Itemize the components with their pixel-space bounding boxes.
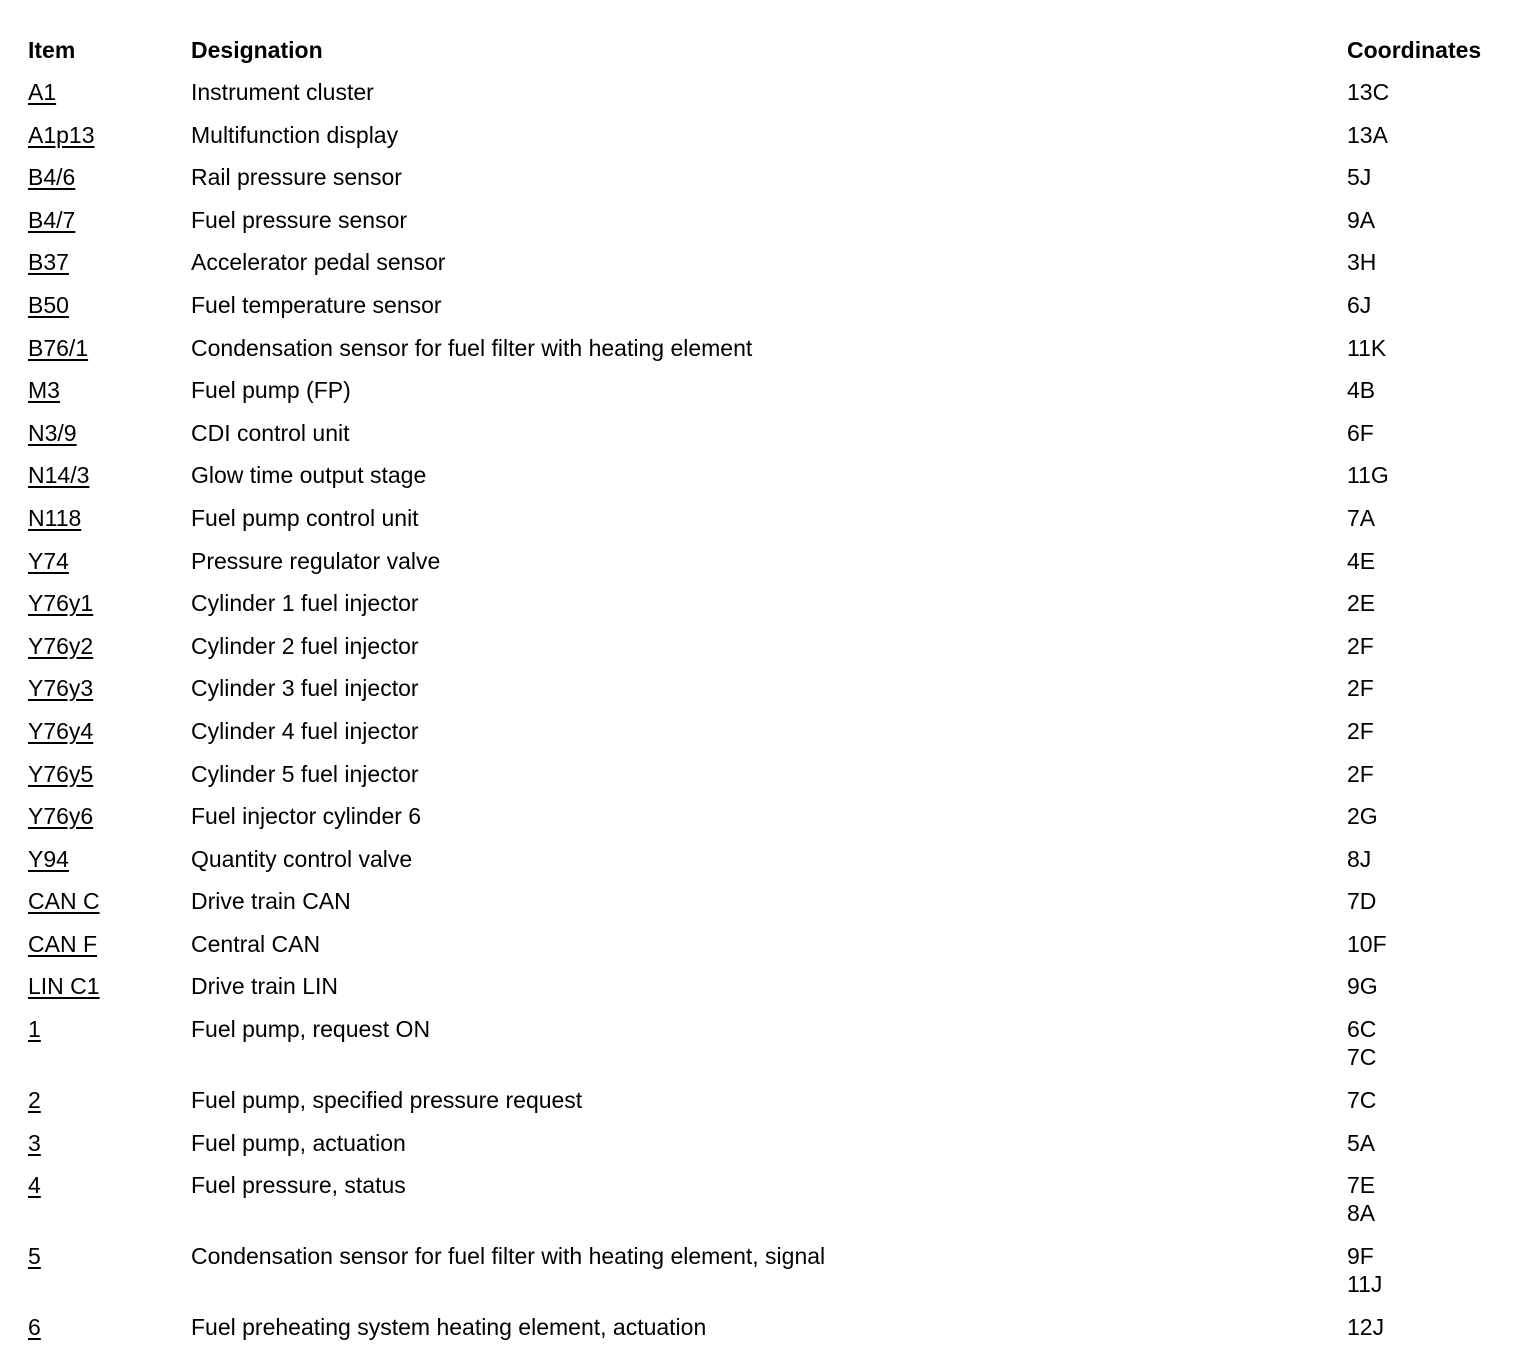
coordinates-cell [1347, 1171, 1528, 1227]
item-cell [28, 1129, 191, 1157]
designation-cell: Fuel preheating system heating element, actuation [191, 1314, 707, 1341]
coordinates-cell [1347, 291, 1528, 319]
coordinate-value: 6J [1347, 291, 1372, 318]
coordinates-cell [1347, 206, 1528, 234]
coordinate-value: 7A [1347, 504, 1376, 531]
designation-cell: Condensation sensor for fuel filter with heating element [191, 334, 753, 361]
table-row [28, 1313, 1528, 1356]
coordinate-value: 11J [1347, 1271, 1383, 1298]
designation-cell: Fuel injector cylinder 6 [191, 803, 422, 830]
table-row [28, 845, 1528, 888]
coordinates-cell [1347, 802, 1528, 830]
table-row [28, 163, 1528, 206]
coordinate-value: 2F [1347, 760, 1374, 787]
item-cell [28, 1086, 191, 1114]
coordinates-cell [1347, 334, 1528, 362]
table-row [28, 674, 1528, 717]
coordinates-cell [1347, 1129, 1528, 1157]
item-link[interactable]: B50 [28, 291, 69, 318]
table-row [28, 930, 1528, 973]
item-link[interactable]: Y76y1 [28, 590, 94, 617]
item-link[interactable]: M3 [28, 377, 60, 404]
designation-cell: Rail pressure sensor [191, 164, 402, 191]
item-link[interactable]: LIN C1 [28, 973, 100, 1000]
table-row [28, 334, 1528, 377]
table-row [28, 632, 1528, 675]
item-cell [28, 930, 191, 958]
coordinates-cell [1347, 845, 1528, 873]
designation-cell: Pressure regulator valve [191, 547, 441, 574]
item-cell [28, 248, 191, 276]
coordinate-value: 9A [1347, 206, 1376, 233]
item-cell [28, 887, 191, 915]
item-cell [28, 78, 191, 106]
table-row [28, 376, 1528, 419]
coordinates-cell [1347, 121, 1528, 149]
table-row [28, 206, 1528, 249]
coordinate-value: 7C [1347, 1087, 1377, 1114]
coordinate-value: 12J [1347, 1314, 1385, 1341]
coordinate-value: 6C [1347, 1016, 1377, 1043]
designation-cell: Fuel pump, specified pressure request [191, 1087, 583, 1114]
item-cell [28, 1242, 191, 1270]
table-row [28, 887, 1528, 930]
designation-cell: Fuel pump control unit [191, 504, 419, 531]
item-cell [28, 121, 191, 149]
coordinate-value: 9F [1347, 1243, 1374, 1270]
coordinates-cell [1347, 248, 1528, 276]
item-cell [28, 291, 191, 319]
coordinate-value: 13C [1347, 79, 1390, 105]
designation-cell: Cylinder 4 fuel injector [191, 717, 419, 744]
coordinate-value: 7C [1347, 1044, 1377, 1071]
item-link[interactable]: Y74 [28, 547, 69, 574]
item-link[interactable]: 6 [28, 1314, 41, 1341]
item-cell [28, 461, 191, 489]
item-link[interactable]: Y76y4 [28, 717, 94, 744]
item-cell [28, 1015, 191, 1043]
table-row [28, 1171, 1528, 1242]
coordinates-cell [1347, 376, 1528, 404]
designation-cell: Cylinder 1 fuel injector [191, 590, 419, 617]
item-link[interactable]: B76/1 [28, 334, 89, 361]
table-row [28, 589, 1528, 632]
designation-cell: Cylinder 2 fuel injector [191, 632, 419, 659]
item-cell [28, 504, 191, 532]
item-cell [28, 802, 191, 830]
table-row [28, 248, 1528, 291]
coordinates-cell [1347, 1015, 1528, 1071]
designation-cell: Instrument cluster [191, 79, 374, 105]
designation-cell: Fuel pump, actuation [191, 1129, 406, 1156]
item-cell [28, 674, 191, 702]
item-cell [28, 547, 191, 575]
designation-cell: Fuel pump, request ON [191, 1016, 431, 1043]
item-cell [28, 845, 191, 873]
item-link[interactable]: CAN C [28, 888, 100, 915]
coordinates-cell [1347, 504, 1528, 532]
item-link[interactable]: B4/7 [28, 206, 76, 233]
coordinates-cell [1347, 930, 1528, 958]
coordinate-value: 8A [1347, 1200, 1376, 1227]
item-link[interactable]: N118 [28, 504, 82, 531]
item-link[interactable]: CAN F [28, 930, 97, 957]
coordinate-value: 10F [1347, 930, 1387, 957]
table-row [28, 291, 1528, 334]
coordinates-cell [1347, 547, 1528, 575]
designation-cell: Condensation sensor for fuel filter with heating element, signal [191, 1243, 826, 1270]
coordinates-cell [1347, 589, 1528, 617]
coordinates-cell [1347, 760, 1528, 788]
item-link[interactable]: A1p13 [28, 121, 95, 148]
table-row [28, 802, 1528, 845]
item-cell [28, 972, 191, 1000]
item-link[interactable]: N3/9 [28, 419, 77, 446]
item-link[interactable]: Y94 [28, 845, 69, 872]
table-row [28, 1086, 1528, 1129]
item-link[interactable]: 2 [28, 1087, 41, 1114]
coordinates-cell [1347, 717, 1528, 745]
item-cell [28, 632, 191, 660]
designation-cell: Drive train CAN [191, 888, 351, 915]
coordinates-cell [1347, 419, 1528, 447]
item-cell [28, 419, 191, 447]
item-link[interactable]: Y76y6 [28, 803, 94, 830]
item-link[interactable]: Y76y2 [28, 632, 94, 659]
legend-table [28, 36, 1528, 1356]
item-cell [28, 717, 191, 745]
table-row [28, 972, 1528, 1015]
coordinate-value: 2G [1347, 803, 1378, 830]
item-cell [28, 334, 191, 362]
header-designation: Designation [191, 37, 323, 63]
table-row [28, 1242, 1528, 1313]
designation-cell: Accelerator pedal sensor [191, 249, 446, 276]
item-cell [28, 1313, 191, 1341]
designation-cell: Fuel pressure, status [191, 1172, 406, 1199]
item-cell [28, 589, 191, 617]
table-row [28, 717, 1528, 760]
designation-cell: Fuel pressure sensor [191, 206, 408, 233]
designation-cell: Central CAN [191, 930, 321, 957]
designation-cell: Fuel pump (FP) [191, 377, 351, 404]
item-link[interactable]: B4/6 [28, 164, 76, 191]
table-row [28, 760, 1528, 803]
table-row [28, 419, 1528, 462]
coordinate-value: 7E [1347, 1172, 1376, 1199]
item-cell [28, 760, 191, 788]
item-cell [28, 206, 191, 234]
coordinate-value: 8J [1347, 845, 1372, 872]
coordinate-value: 4B [1347, 377, 1376, 404]
coordinate-value: 3H [1347, 249, 1377, 276]
designation-cell: Cylinder 5 fuel injector [191, 760, 419, 787]
item-link[interactable]: N14/3 [28, 462, 90, 489]
coordinate-value: 5A [1347, 1129, 1376, 1156]
item-link[interactable]: B37 [28, 249, 69, 276]
coordinates-cell [1347, 1313, 1528, 1341]
designation-cell: Cylinder 3 fuel injector [191, 675, 419, 702]
designation-cell: Fuel temperature sensor [191, 291, 442, 318]
coordinates-cell [1347, 632, 1528, 660]
header-coordinates: Coordinates [1347, 37, 1482, 63]
item-link[interactable]: 1 [28, 1016, 41, 1043]
coordinates-cell [1347, 972, 1528, 1000]
item-link[interactable]: Y76y5 [28, 760, 94, 787]
table-row [28, 504, 1528, 547]
item-link[interactable]: 3 [28, 1129, 41, 1156]
designation-cell: Quantity control valve [191, 845, 413, 872]
item-cell [28, 376, 191, 404]
item-link[interactable]: Y76y3 [28, 675, 94, 702]
coordinate-value: 2F [1347, 632, 1374, 659]
coordinate-value: 7D [1347, 888, 1377, 915]
coordinates-cell [1347, 1086, 1528, 1114]
table-row [28, 461, 1528, 504]
item-cell [28, 1171, 191, 1199]
coordinate-value: 5J [1347, 164, 1372, 191]
coordinates-cell [1347, 887, 1528, 915]
coordinates-cell [1347, 78, 1528, 106]
table-row [28, 78, 1528, 121]
table-header [28, 36, 1528, 78]
table-row [28, 547, 1528, 590]
table-row [28, 1129, 1528, 1172]
coordinate-value: 11K [1347, 334, 1387, 361]
item-link[interactable]: A1 [28, 79, 57, 105]
coordinate-value: 4E [1347, 547, 1376, 574]
coordinate-value: 2F [1347, 717, 1374, 744]
table-row [28, 1015, 1528, 1086]
item-cell [28, 163, 191, 191]
coordinate-value: 2F [1347, 675, 1374, 702]
item-link[interactable]: 5 [28, 1243, 41, 1270]
designation-cell: Multifunction display [191, 121, 399, 148]
coordinates-cell [1347, 674, 1528, 702]
table-row [28, 121, 1528, 164]
coordinates-cell [1347, 1242, 1528, 1298]
header-item: Item [28, 37, 76, 63]
coordinate-value: 9G [1347, 973, 1378, 1000]
coordinate-value: 2E [1347, 590, 1376, 617]
coordinate-value: 11G [1347, 462, 1389, 489]
designation-cell: Glow time output stage [191, 462, 427, 489]
table-body [28, 78, 1528, 1356]
item-link[interactable]: 4 [28, 1172, 41, 1199]
coordinate-value: 13A [1347, 121, 1388, 148]
designation-cell: Drive train LIN [191, 973, 338, 1000]
coordinates-cell [1347, 163, 1528, 191]
coordinates-cell [1347, 461, 1528, 489]
coordinate-value: 6F [1347, 419, 1374, 446]
designation-cell: CDI control unit [191, 419, 350, 446]
